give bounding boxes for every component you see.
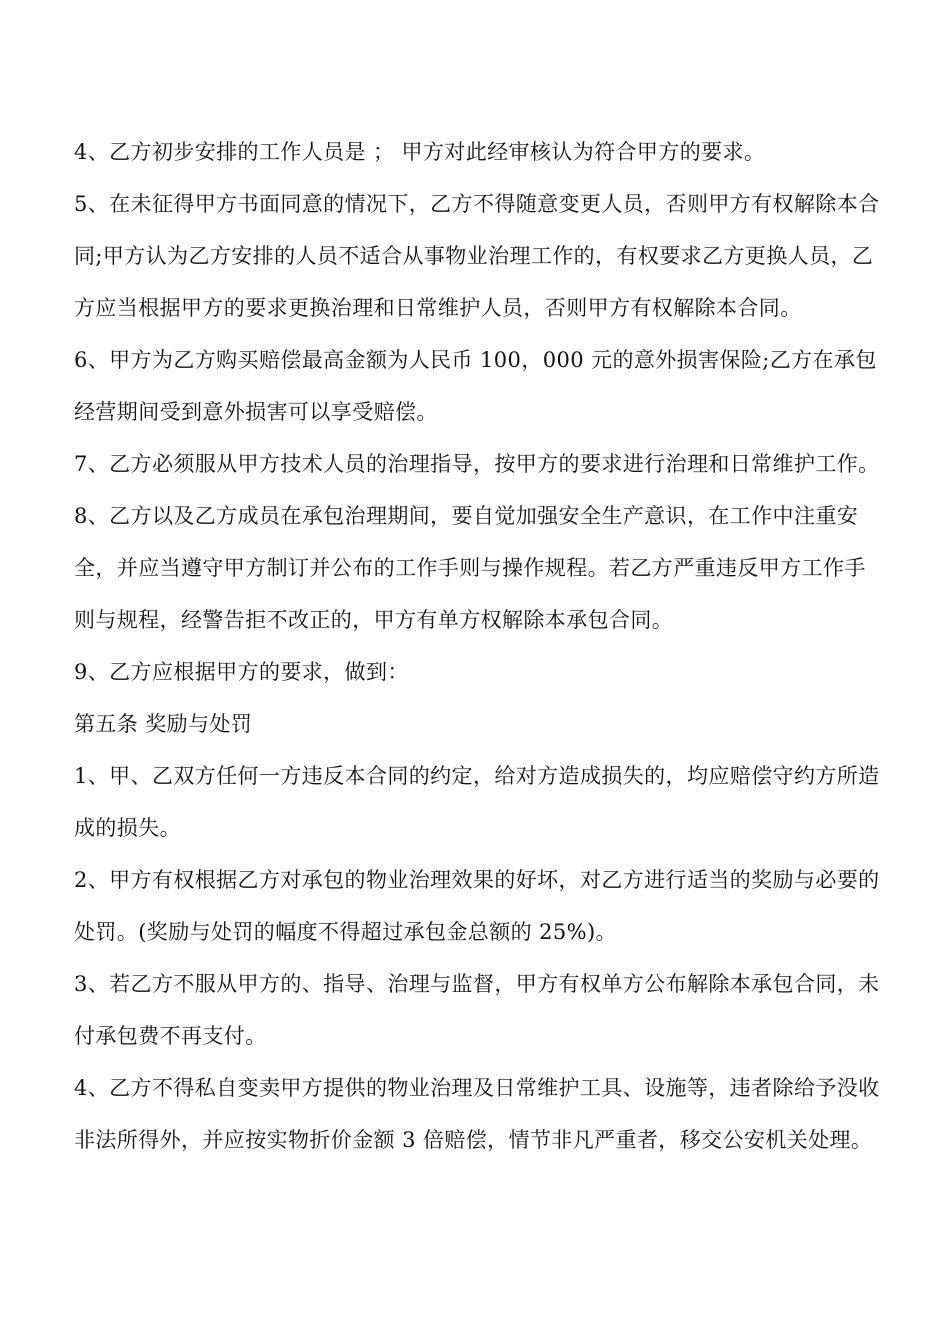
penalty-clause-3: 3、若乙方不服从甲方的、指导、治理与监督，甲方有权单方公布解除本承包合同，未付承包费不再支付。 [74,972,880,1048]
penalty-clause-4: 4、乙方不得私自变卖甲方提供的物业治理及日常维护工具、设施等，违者除给予没收非法所得外，并应按实物折价金额 3 倍赔偿，情节非凡严重者，移交公安机关处理。 [74,1076,880,1152]
article-5-heading: 第五条 奖励与处罚 [74,712,253,736]
clause-9-requirements: 9、乙方应根据甲方的要求，做到： [74,660,409,684]
clause-7-technical-guidance: 7、乙方必须服从甲方技术人员的治理指导，按甲方的要求进行治理和日常维护工作。 [74,452,880,476]
document-body [74,126,882,1166]
clause-8-safety-rules: 8、乙方以及乙方成员在承包治理期间，要自觉加强安全生产意识，在工作中注重安全，并应当遵守甲方制订并公布的工作手则与操作规程。若乙方严重违反甲方工作手则与规程，经警告拒不改正的，甲方有单方权解除本承包合同。 [74,504,866,632]
clause-5-personnel-change: 5、在未征得甲方书面同意的情况下，乙方不得随意变更人员，否则甲方有权解除本合同;甲方认为乙方安排的人员不适合从事物业治理工作的，有权要求乙方更换人员，乙方应当根据甲方的要求更换治理和日常维护人员，否则甲方有权解除本合同。 [74,192,880,320]
clause-6-accident-insurance: 6、甲方为乙方购买赔偿最高金额为人民币 100，000 元的意外损害保险;乙方在承包经营期间受到意外损害可以享受赔偿。 [74,348,877,424]
penalty-clause-2: 2、甲方有权根据乙方对承包的物业治理效果的好坏，对乙方进行适当的奖励与必要的处罚。(奖励与处罚的幅度不得超过承包金总额的 25%)。 [74,868,880,944]
penalty-clause-1: 1、甲、乙双方任何一方违反本合同的约定，给对方造成损失的，均应赔偿守约方所造成的损失。 [74,764,880,840]
clause-4-staff-arrangement: 4、乙方初步安排的工作人员是 ； 甲方对此经审核认为符合甲方的要求。 [74,140,766,164]
